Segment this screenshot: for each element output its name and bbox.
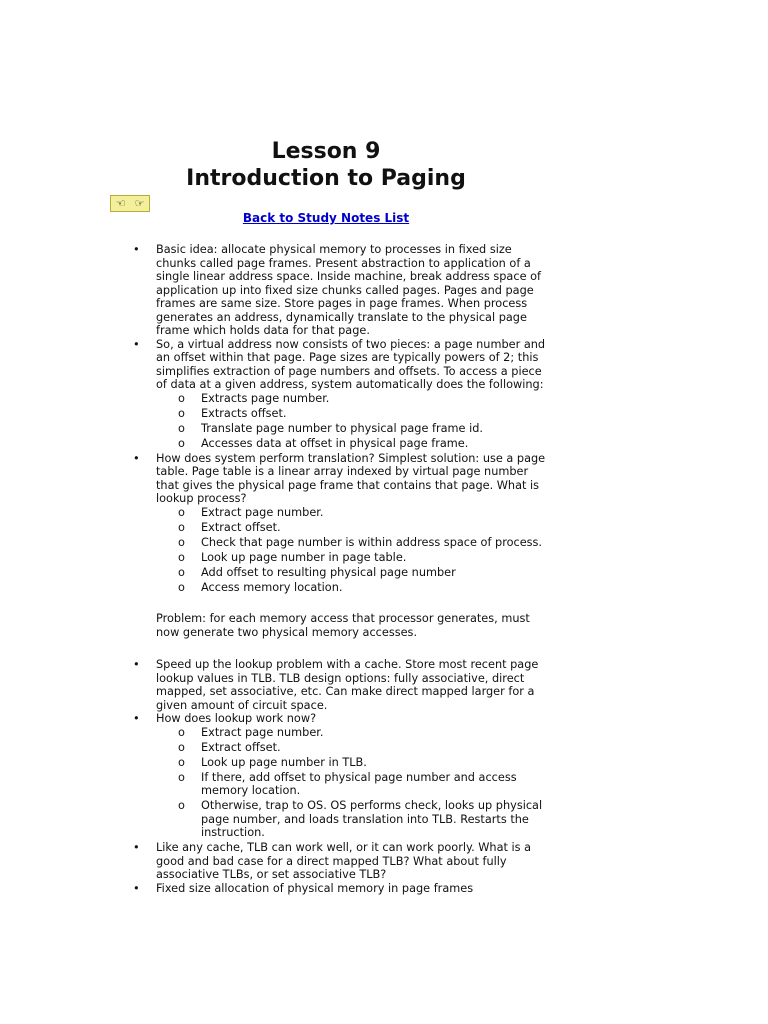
sublist-item: o Look up page number in page table. xyxy=(201,551,546,565)
list-item: • How does lookup work now? xyxy=(156,712,546,726)
list-item: • Like any cache, TLB can work well, or it can work poorly. What is a good and bad case for a direct mapped TLB? What about fully associative TLBs, or set associative TLB? xyxy=(156,841,546,882)
sublist-item: o Extracts offset. xyxy=(201,407,546,421)
sublist-item: o Access memory location. xyxy=(201,581,546,595)
notes-content xyxy=(156,243,546,895)
list-item: • Fixed size allocation of physical memory in page frames xyxy=(156,882,546,896)
sublist-item: o Add offset to resulting physical page number xyxy=(201,566,546,580)
sublist-item: o Extract page number. xyxy=(201,726,546,740)
sublist xyxy=(156,392,546,451)
sublist xyxy=(156,506,546,595)
list-item: • Basic idea: allocate physical memory to processes in fixed size chunks called page frames. Present abstraction to application of a single linear address space. Inside machine, break address space of application up into fixed size chunks called pages. Pages and page frames are same size. Store pages in page frames. When process generates an address, dynamically translate to the physical page frame which holds data for that page. xyxy=(156,243,546,338)
sublist-item: o Look up page number in TLB. xyxy=(201,756,546,770)
sublist-item: o Extract offset. xyxy=(201,521,546,535)
sublist-item: o Check that page number is within address space of process. xyxy=(201,536,546,550)
sublist-item: o Accesses data at offset in physical page frame. xyxy=(201,437,546,451)
sublist-item: o Extract offset. xyxy=(201,741,546,755)
sublist-item: o Extracts page number. xyxy=(201,392,546,406)
back-to-study-notes-link[interactable]: Back to Study Notes List xyxy=(242,211,410,225)
page-title xyxy=(0,138,652,192)
list-item: • So, a virtual address now consists of two pieces: a page number and an offset within that page. Page sizes are typically powers of 2; this simplifies extraction of page numbers and offsets. To access a piece of data at a given address, system automatically does the following: xyxy=(156,338,546,392)
title-topic: Introduction to Paging xyxy=(186,166,466,191)
sublist-item: o Translate page number to physical page frame id. xyxy=(201,422,546,436)
sublist-item: o Extract page number. xyxy=(201,506,546,520)
sublist xyxy=(156,726,546,840)
pointing-hand-left-icon[interactable]: ☜ xyxy=(115,197,126,210)
problem-paragraph: Problem: for each memory access that processor generates, must now generate two physical memory accesses. xyxy=(156,612,530,639)
list-item: • Speed up the lookup problem with a cache. Store most recent page lookup values in TLB. TLB design options: fully associative, direct mapped, set associative, etc. Can make direct mapped larger for a given amount of circuit space. xyxy=(156,658,546,712)
list-item: • How does system perform translation? Simplest solution: use a page table. Page table is a linear array indexed by virtual page number that gives the physical page frame that contains that page. What is lookup process? xyxy=(156,452,546,506)
title-lesson: Lesson 9 xyxy=(271,139,381,164)
sublist-item: o If there, add offset to physical page number and access memory location. xyxy=(201,771,546,798)
sublist-item: o Otherwise, trap to OS. OS performs check, looks up physical page number, and loads translation into TLB. Restarts the instruction. xyxy=(201,799,546,840)
pointing-hand-right-icon[interactable]: ☞ xyxy=(134,197,145,210)
